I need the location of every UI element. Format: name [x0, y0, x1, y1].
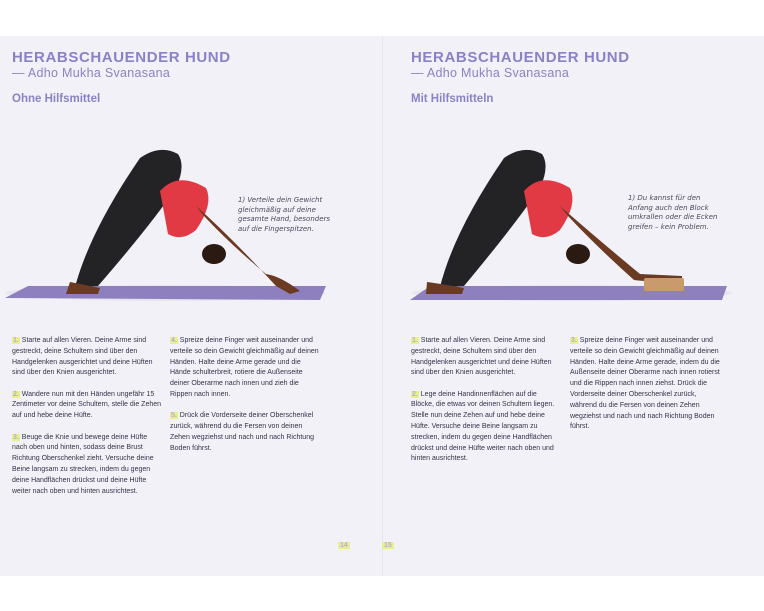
- head: [566, 244, 590, 264]
- step-4: 4. Spreize deine Finger weit auseinander und verteile so dein Gewicht gleichmäßig auf deinen Händen. Halte deine Arme gerade und die Hände schulterbreit, rotiere die Außenseite deiner Oberarme nach innen und zieh die Rippen nach innen.: [170, 337, 319, 398]
- sports-top: [524, 180, 572, 237]
- right-page: [382, 36, 764, 576]
- step-2: 2. Lege deine Handinnenflächen auf die Blöcke, die etwas vor deinen Schultern liegen. Stelle nun deine Zehen auf und hebe deine Hüfte. Versuche deine Beine langsam zu strecken, indem du gegen deine Handflächen drückst und deine Hüfte weiter nach oben und hinten ausrichtest.: [411, 390, 555, 463]
- page-subtitle: — Adho Mukha Svanasana: [12, 66, 171, 80]
- page-number: 15: [384, 542, 392, 549]
- section-heading: Mit Hilfsmitteln: [411, 93, 494, 105]
- handwritten-note: 1) Du kannst für den Anfang auch den Block umkrallen oder die Ecken greifen – kein Problem.: [628, 194, 718, 231]
- head: [202, 244, 226, 264]
- step-3: 3. Beuge die Knie und bewege deine Hüfte nach oben und hinten, sodass deine Brust Richtung Oberschenkel zieht. Versuche deine Beine langsam zu strecken, indem du gegen deine Handflächen drückst und deine Hüfte weiter nach oben und hinten ausrichtest.: [12, 433, 154, 495]
- page-title: HERABSCHAUENDER HUND: [411, 49, 630, 66]
- page-subtitle: — Adho Mukha Svanasana: [411, 66, 570, 80]
- step-1: 1. Starte auf allen Vieren. Deine Arme sind gestreckt, deine Schultern sind über den Handgelenken ausgerichtet und deine Hüften sind über den Knien ausgerichtet.: [411, 337, 552, 377]
- yoga-block: [644, 278, 684, 291]
- left-page: [0, 36, 382, 576]
- book-spread: [0, 36, 764, 576]
- step-2: 2. Wandere nun mit den Händen ungefähr 15 Zentimeter vor deine Schultern, stelle die Zehen auf und hebe deine Hüfte.: [12, 390, 162, 420]
- instructions-column-1: [411, 336, 561, 476]
- sports-top: [160, 180, 208, 237]
- instructions-column-1: [12, 336, 162, 508]
- instructions-column-2: [570, 336, 720, 444]
- step-5: 5. Drück die Vorderseite deiner Oberschenkel zurück, während du die Fersen von deinen Zehen wegziehst und nach und nach Richtung Boden führst.: [170, 412, 314, 452]
- instructions-column-2: [170, 336, 320, 465]
- handwritten-note: 1) Verteile dein Gewicht gleichmäßig auf deine gesamte Hand, besonders auf die Fingerspitzen.: [238, 196, 331, 233]
- page-number: 14: [340, 542, 348, 549]
- section-heading: Ohne Hilfsmittel: [12, 93, 101, 105]
- step-3: 3. Spreize deine Finger weit auseinander und verteile so dein Gewicht gleichmäßig auf deinen Händen. Halte deine Arme gerade, indem du die Außenseite deiner Oberarme nach innen rotierst und die Rippen nach innen ziehst. Drück die Vorderseite deiner Oberschenkel zurück, während du die Fersen von deinen Zehen wegziehst und nach und nach Richtung Boden führst.: [570, 337, 720, 431]
- yoga-mat: [5, 286, 326, 300]
- step-1: 1. Starte auf allen Vieren. Deine Arme sind gestreckt, deine Schultern sind über den Handgelenken ausgerichtet und deine Hüften sind über den Knien ausgerichtet.: [12, 337, 153, 377]
- page-title: HERABSCHAUENDER HUND: [12, 49, 231, 66]
